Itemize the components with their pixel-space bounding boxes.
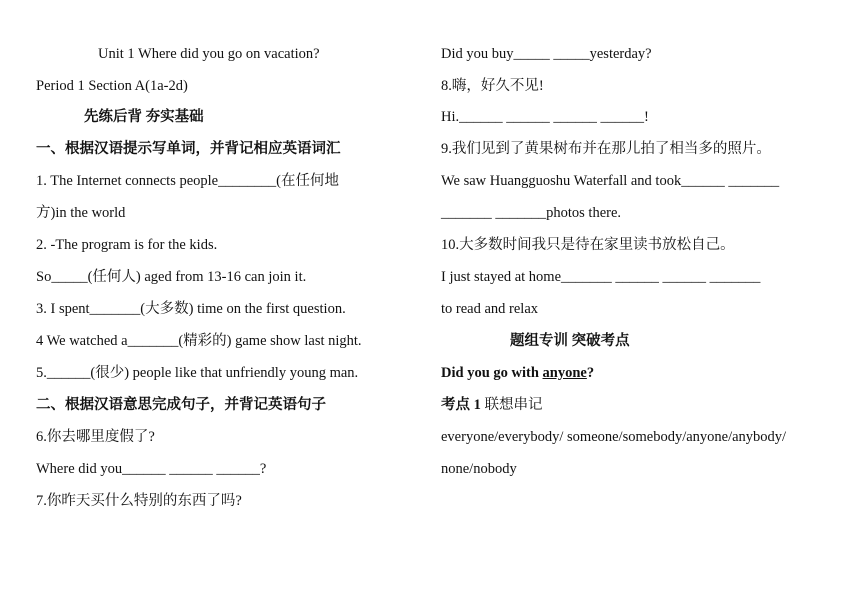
question-10-english-line-2: to read and relax bbox=[441, 301, 539, 317]
question-8-chinese: 8.嗨，好久不见! bbox=[441, 78, 544, 94]
pronoun-list-line-2: none/nobody bbox=[441, 461, 517, 477]
question-9-english-line-2: _______ _______photos there. bbox=[441, 205, 622, 221]
question-9-english-line-1: We saw Huangguoshu Waterfall and took______ _______ bbox=[441, 173, 780, 189]
question-7-english: Did you buy_____ _____yesterday? bbox=[441, 46, 652, 62]
question-8-english: Hi.______ ______ ______ ______! bbox=[441, 109, 649, 125]
question-1-line-2: 方)in the world bbox=[36, 205, 126, 221]
question-9-chinese: 9.我们见到了黄果树布并在那儿拍了相当多的照片。 bbox=[441, 141, 771, 157]
period-label: Period 1 Section A(1a-2d) bbox=[36, 78, 188, 94]
point-question-suffix: ? bbox=[586, 365, 595, 381]
point-question-keyword: anyone bbox=[542, 365, 587, 381]
question-2-line-1: 2. -The program is for the kids. bbox=[36, 237, 218, 253]
right-column bbox=[430, 0, 860, 608]
part2-title: 二、根据汉语意思完成句子，并背记英语句子 bbox=[36, 397, 326, 413]
question-4: 4 We watched a_______(精彩的) game show last night. bbox=[36, 333, 362, 349]
point-1-label: 考点 1 bbox=[441, 397, 481, 413]
question-10-chinese: 10.大多数时间我只是待在家里读书放松自己。 bbox=[441, 237, 735, 253]
part1-title: 一、根据汉语提示写单词，并背记相应英语词汇 bbox=[36, 141, 341, 157]
question-6-english: Where did you______ ______ ______? bbox=[36, 461, 267, 477]
question-1-line-1: 1. The Internet connects people________(在任何地 bbox=[36, 173, 339, 189]
question-3: 3. I spent_______(大多数) time on the first question. bbox=[36, 301, 346, 317]
question-10-english-line-1: I just stayed at home_______ ______ ______ _______ bbox=[441, 269, 761, 285]
unit-title: Unit 1 Where did you go on vacation? bbox=[98, 46, 320, 62]
point-1-heading bbox=[441, 396, 543, 414]
point-question-prefix: Did you go with bbox=[441, 365, 543, 381]
question-6-chinese: 6.你去哪里度假了? bbox=[36, 429, 155, 445]
section-heading-practice: 先练后背 夯实基础 bbox=[84, 109, 204, 125]
pronoun-list-line-1: everyone/everybody/ someone/somebody/anyone/anybody/ bbox=[441, 429, 787, 445]
question-7-chinese: 7.你昨天买什么特别的东西了吗? bbox=[36, 493, 242, 509]
section-heading-topics: 题组专训 突破考点 bbox=[510, 333, 630, 349]
question-5: 5.______(很少) people like that unfriendly young man. bbox=[36, 365, 359, 381]
point-1-text: 联想串记 bbox=[480, 397, 543, 413]
question-2-line-2: So_____(任何人) aged from 13-16 can join it. bbox=[36, 269, 307, 285]
point-question bbox=[441, 364, 594, 382]
